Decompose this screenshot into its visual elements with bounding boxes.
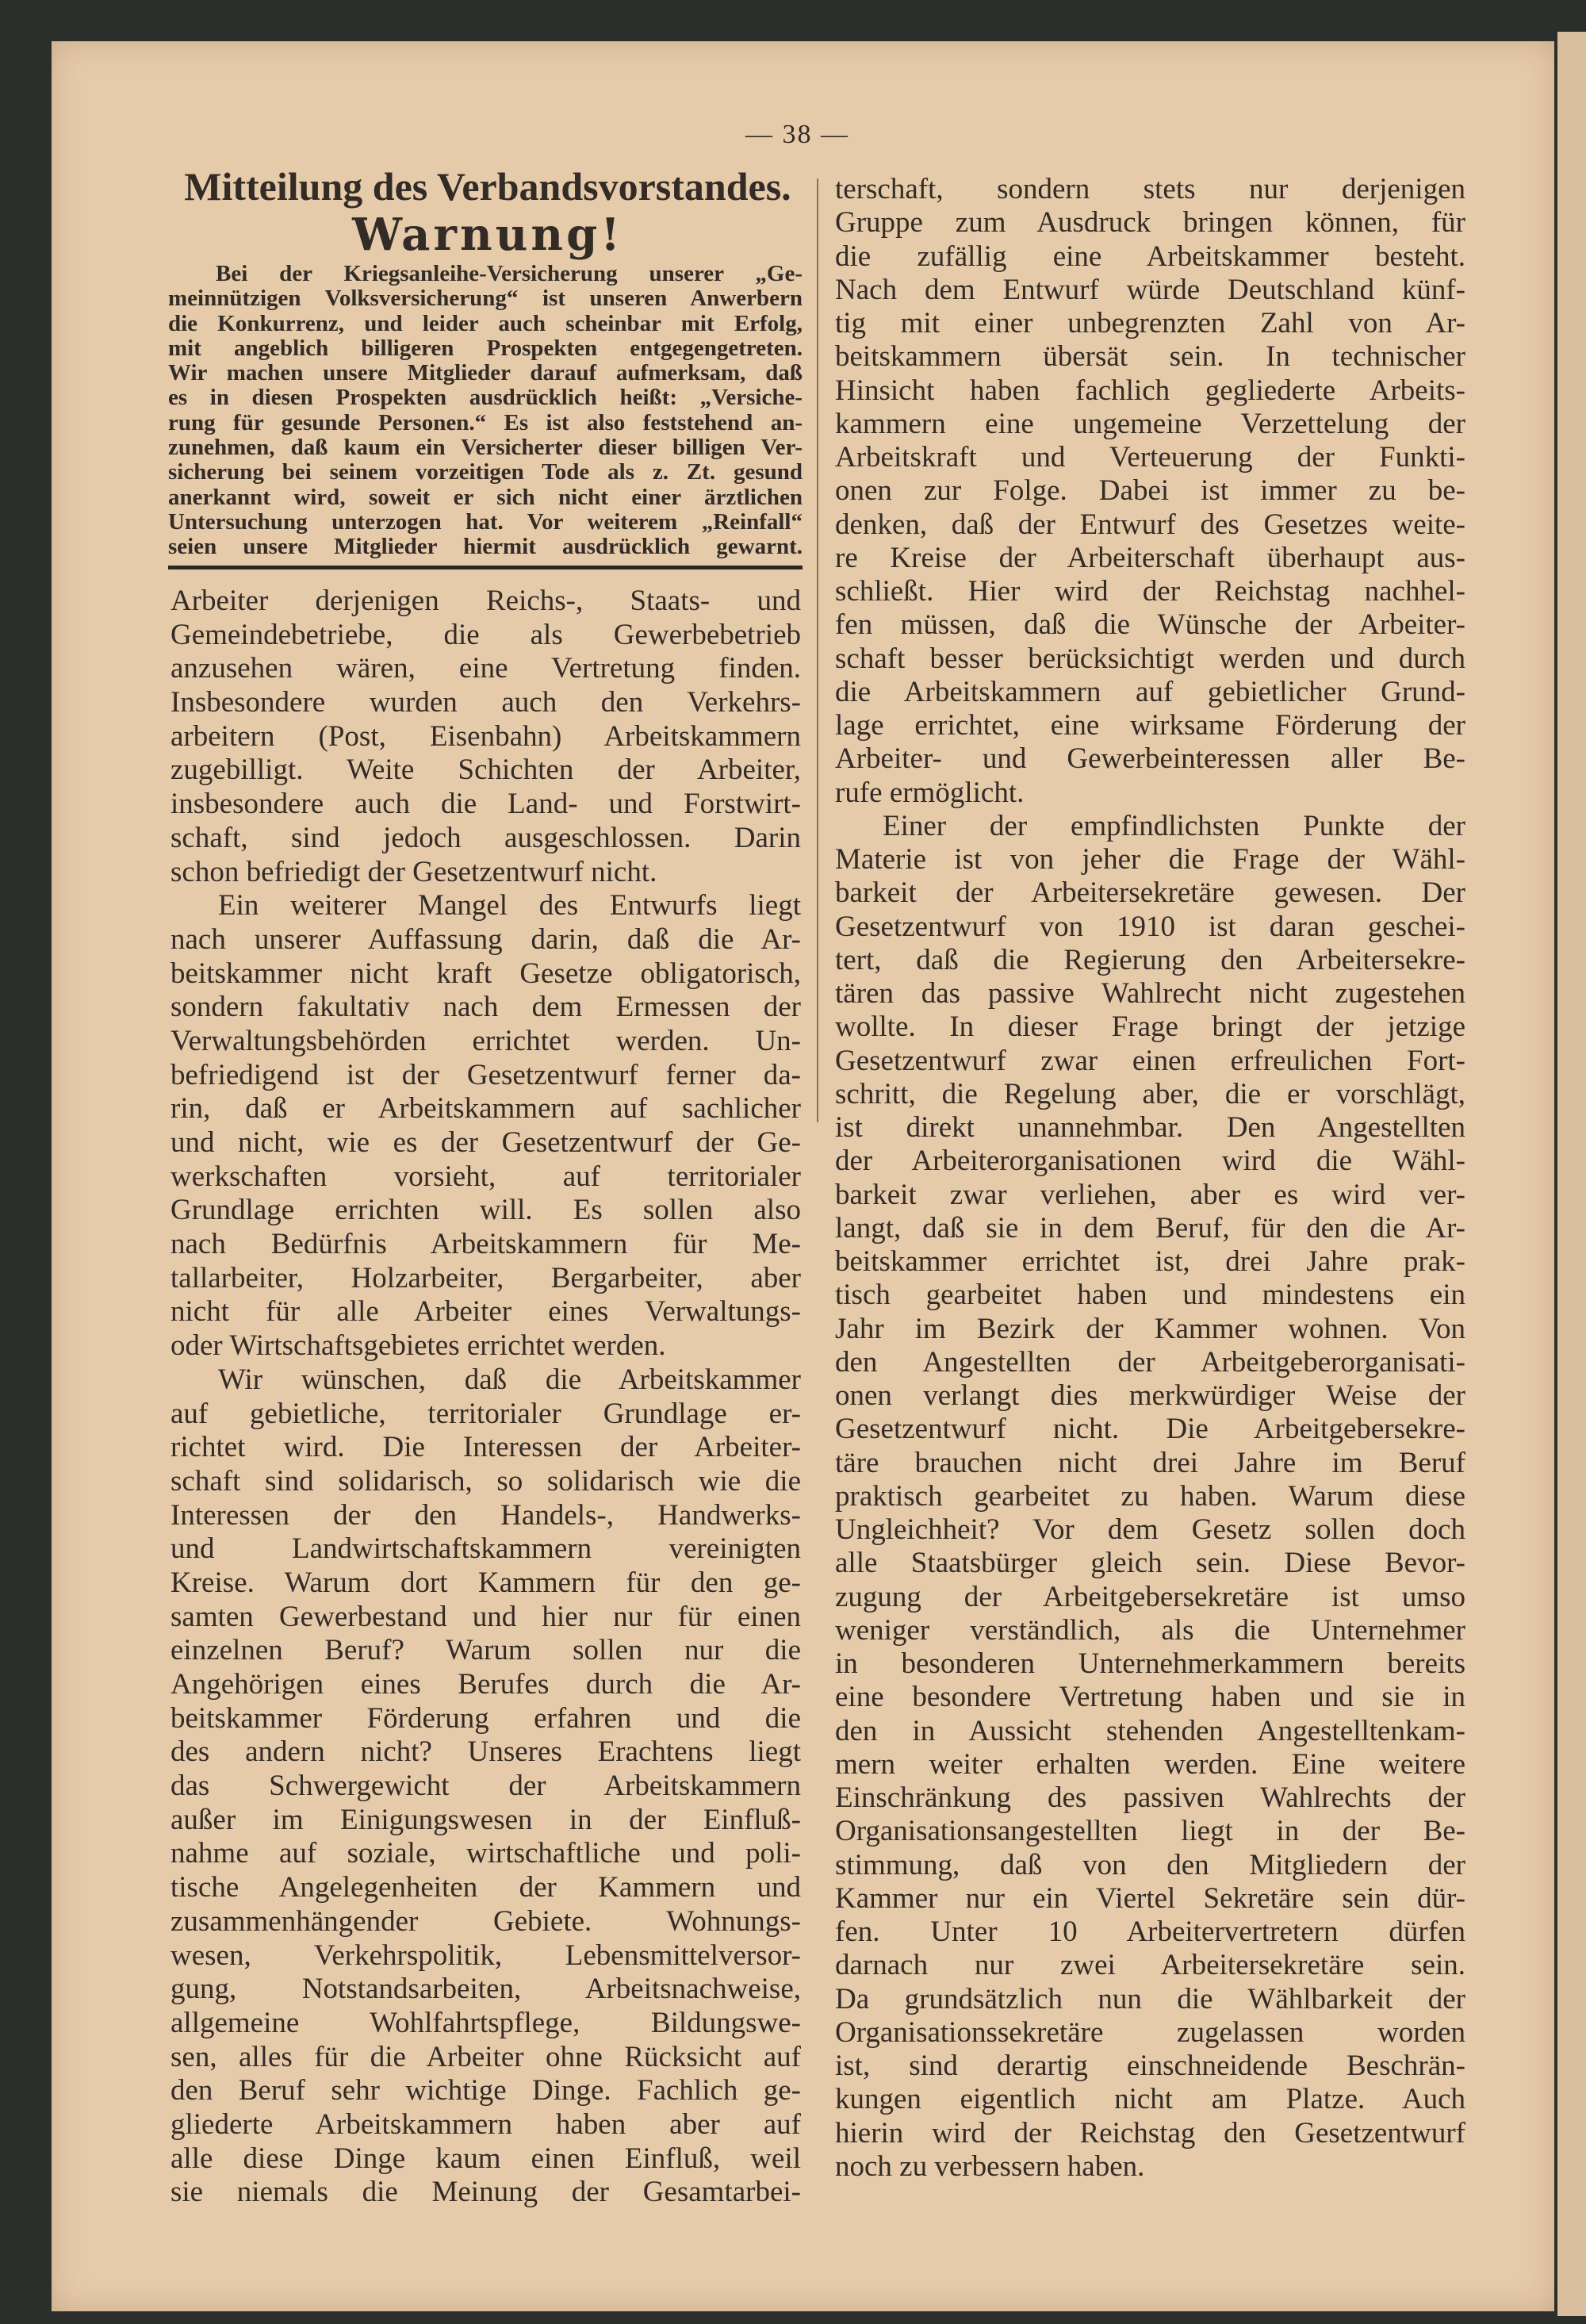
- text-line: Kreise. Warum dort Kammern für den ge-: [170, 1566, 801, 1599]
- text-line: langt, daß sie in dem Beruf, für den die Ar-: [835, 1211, 1465, 1244]
- text-line: kammern eine ungemeine Verzettelung der: [835, 407, 1465, 440]
- text-line: Organisationsangestellten liegt in der Be-: [835, 1815, 1465, 1848]
- text-line: Einer der empfindlichsten Punkte der: [883, 809, 1465, 842]
- text-line: nach unserer Auffassung darin, daß die Ar-: [170, 922, 801, 956]
- text-line: beitskammer nicht kraft Gesetze obligatorisch,: [170, 957, 801, 990]
- text-line: die Konkurrenz, und leider auch scheinbar mit Erfolg,: [168, 310, 803, 336]
- text-line: zugebilligt. Weite Schichten der Arbeiter,: [170, 754, 801, 787]
- text-line: stimmung, daß von den Mitgliedern der: [835, 1848, 1465, 1881]
- text-line: tisch gearbeitet haben und mindestens ein: [835, 1279, 1465, 1312]
- text-line: ist, sind derartig einschneidende Beschrän-: [835, 2050, 1465, 2082]
- next-page-edge: [1557, 32, 1586, 2316]
- text-line: anerkannt wird, soweit er sich nicht einer ärztlichen: [168, 484, 803, 510]
- text-line: barkeit der Arbeitersekretäre gewesen. Der: [835, 876, 1465, 910]
- text-line: Bei der Kriegsanleihe-Versicherung unserer „Ge-: [216, 261, 803, 286]
- text-line: beitskammer Förderung erfahren und die: [170, 1701, 801, 1735]
- text-line: Organisationssekretäre zugelassen worden: [835, 2015, 1465, 2049]
- text-line: hierin wird der Reichstag den Gesetzentwurf: [835, 2116, 1465, 2150]
- text-line: Gruppe zum Ausdruck bringen können, für: [835, 206, 1465, 240]
- text-line: insbesondere auch die Land- und Forstwirt-: [170, 788, 801, 821]
- text-line: darnach nur zwei Arbeitersekretäre sein.: [835, 1949, 1465, 1982]
- text-line: arbeitern (Post, Eisenbahn) Arbeitskammern: [170, 719, 801, 753]
- text-line: alle diese Dinge kaum einen Einfluß, weil: [170, 2142, 801, 2175]
- text-line: Nach dem Entwurf würde Deutschland künf-: [835, 273, 1465, 306]
- text-line: zugung der Arbeitgebersekretäre ist umso: [835, 1580, 1465, 1613]
- right-column: [835, 173, 1465, 2184]
- text-line: Kammer nur ein Viertel Sekretäre sein dür-: [835, 1881, 1465, 1915]
- text-line: beitskammer errichtet ist, drei Jahre prak-: [835, 1245, 1465, 1278]
- text-line: die zufällig eine Arbeitskammer besteht.: [835, 240, 1465, 273]
- text-line: rin, daß er Arbeitskammern auf sachlicher: [170, 1092, 801, 1126]
- text-line: schließt. Hier wird der Reichstag nachhel-: [835, 575, 1465, 608]
- text-line: schaft besser berücksichtigt werden und durch: [835, 642, 1465, 675]
- text-line: zunehmen, daß kaum ein Versicherter dieser billigen Ver-: [168, 435, 803, 461]
- notice-title: Warnung!: [352, 209, 623, 261]
- text-line: Materie ist von jeher die Frage der Wähl-: [835, 843, 1465, 876]
- text-line: weniger verständlich, als die Unternehmer: [835, 1613, 1465, 1647]
- text-line: den Beruf sehr wichtige Dinge. Fachlich ge-: [170, 2074, 801, 2107]
- text-line: Insbesondere wurden auch den Verkehrs-: [170, 686, 801, 719]
- notice-body: [168, 262, 803, 560]
- text-line: täre brauchen nicht drei Jahre im Beruf: [835, 1446, 1465, 1479]
- text-line: auf gebietliche, territorialer Grundlage er-: [170, 1397, 801, 1430]
- text-line: tert, daß die Regierung den Arbeitersekre-: [835, 943, 1465, 976]
- text-line: Da grundsätzlich nun die Wählbarkeit der: [835, 1982, 1465, 2015]
- left-column: [170, 585, 801, 2210]
- text-line: den Angestellten der Arbeitgeberorganisati-: [835, 1345, 1465, 1379]
- text-line: lage errichtet, eine wirksame Förderung der: [835, 709, 1465, 742]
- text-line: meinnützigen Volksversicherung“ ist unseren Anwerbern: [168, 286, 803, 312]
- text-line: terschaft, sondern stets nur derjenigen: [835, 173, 1465, 205]
- text-line: barkeit zwar verliehen, aber es wird ver-: [835, 1178, 1465, 1211]
- text-line: nach Bedürfnis Arbeitskammern für Me-: [170, 1228, 801, 1261]
- text-line: Arbeiter- und Gewerbeinteressen aller Be-: [835, 742, 1465, 776]
- text-line: schaft, sind jedoch ausgeschlossen. Darin: [170, 821, 801, 854]
- text-line: zusammenhängender Gebiete. Wohnungs-: [170, 1904, 801, 1938]
- text-line: die Arbeitskammern auf gebietlicher Grund-: [835, 675, 1465, 708]
- text-line: Hinsicht haben fachlich gegliederte Arbeits-: [835, 374, 1465, 407]
- text-line: denken, daß der Entwurf des Gesetzes weite-: [835, 508, 1465, 541]
- text-line: nicht für alle Arbeiter eines Verwaltungs-: [170, 1295, 801, 1329]
- text-line: Jahr im Bezirk der Kammer wohnen. Von: [835, 1312, 1465, 1345]
- text-line: werkschaften vorsieht, auf territorialer: [170, 1160, 801, 1193]
- text-line: beitskammern übersät sein. In technischer: [835, 340, 1465, 374]
- text-line: sondern fakultativ nach dem Ermessen der: [170, 991, 801, 1024]
- text-line: sie niemals die Meinung der Gesamtarbei-: [170, 2176, 801, 2209]
- text-line: re Kreise der Arbeiterschaft überhaupt aus-: [835, 541, 1465, 574]
- text-line: den in Aussicht stehenden Angestelltenkam-: [835, 1714, 1465, 1747]
- text-line: anzusehen wären, eine Vertretung finden.: [170, 652, 801, 685]
- text-line: nahme auf soziale, wirtschaftliche und poli-: [170, 1837, 801, 1870]
- text-line: Interessen der den Handels-, Handwerks-: [170, 1498, 801, 1532]
- text-line: wesen, Verkehrspolitik, Lebensmittelversor-: [170, 1939, 801, 1972]
- text-line: sen, alles für die Arbeiter ohne Rücksicht auf: [170, 2040, 801, 2073]
- text-line: gliederte Arbeitskammern haben aber auf: [170, 2107, 801, 2141]
- text-line: und Landwirtschaftskammern vereinigten: [170, 1532, 801, 1566]
- text-line: einzelnen Beruf? Warum sollen nur die: [170, 1634, 801, 1667]
- text-line: Gesetzentwurf von 1910 ist daran geschei-: [835, 910, 1465, 943]
- column-separator: [817, 178, 818, 1122]
- text-line: schritt, die Regelung aber, die er vorschlägt,: [835, 1077, 1465, 1110]
- text-line: onen verlangt dies merkwürdiger Weise der: [835, 1379, 1465, 1412]
- text-line: tig mit einer unbegrenzten Zahl von Ar-: [835, 307, 1465, 339]
- text-line: Grundlage errichten will. Es sollen also: [170, 1194, 801, 1227]
- text-line: mern weiter erhalten werden. Eine weitere: [835, 1747, 1465, 1781]
- text-line: kungen eigentlich nicht am Platze. Auch: [835, 2083, 1465, 2116]
- text-line: Verwaltungsbehörden errichtet werden. Un-: [170, 1024, 801, 1057]
- text-line: Ungleichheit? Vor dem Gesetz sollen doch: [835, 1513, 1465, 1546]
- text-line: rufe ermöglicht.: [835, 776, 1025, 809]
- text-line: tären das passive Wahlrecht nicht zugestehen: [835, 977, 1465, 1010]
- text-line: befriedigend ist der Gesetzentwurf ferner da-: [170, 1058, 801, 1091]
- text-line: der Arbeiterorganisationen wird die Wähl-: [835, 1145, 1465, 1178]
- text-line: das Schwergewicht der Arbeitskammern: [170, 1770, 801, 1803]
- text-line: samten Gewerbestand und hier nur für einen: [170, 1600, 801, 1633]
- text-line: oder Wirtschaftsgebietes errichtet werden.: [170, 1329, 666, 1363]
- text-line: wollte. In dieser Frage bringt der jetzige: [835, 1011, 1465, 1044]
- text-line: Ein weiterer Mangel des Entwurfs liegt: [218, 889, 801, 922]
- text-line: Einschränkung des passiven Wahlrechts der: [835, 1781, 1465, 1814]
- text-line: mit angeblich billigeren Prospekten entgegengetreten.: [168, 335, 803, 361]
- text-line: richtet wird. Die Interessen der Arbeiter-: [170, 1431, 801, 1464]
- notice-heading: Mitteilung des Verbandsvorstandes.: [184, 164, 791, 209]
- text-line: tallarbeiter, Holzarbeiter, Bergarbeiter, aber: [170, 1261, 801, 1294]
- text-line: onen zur Folge. Dabei ist immer zu be-: [835, 474, 1465, 508]
- text-line: es in diesen Prospekten ausdrücklich heißt: „Versiche-: [168, 385, 803, 411]
- text-line: alle Staatsbürger gleich sein. Diese Bevor-: [835, 1547, 1465, 1580]
- text-line: allgemeine Wohlfahrtspflege, Bildungswe-: [170, 2006, 801, 2039]
- text-line: und nicht, wie es der Gesetzentwurf der Ge-: [170, 1126, 801, 1159]
- text-line: tische Angelegenheiten der Kammern und: [170, 1871, 801, 1904]
- text-line: Untersuchung unterzogen hat. Vor weiterem „Reinfall“: [168, 508, 803, 535]
- text-line: rung für gesunde Personen.“ Es ist also feststehend an-: [168, 409, 803, 435]
- text-line: Arbeiter derjenigen Reichs-, Staats- und: [170, 585, 801, 617]
- text-line: des andern nicht? Unseres Erachtens liegt: [170, 1735, 801, 1769]
- text-line: seien unsere Mitglieder hiermit ausdrücklich gewarnt.: [168, 534, 803, 560]
- text-line: Angehörigen eines Berufes durch die Ar-: [170, 1668, 801, 1701]
- text-line: noch zu verbessern haben.: [835, 2150, 1145, 2183]
- text-line: sicherung bei seinem vorzeitigen Tode als z. Zt. gesund: [168, 459, 803, 485]
- text-line: Gesetzentwurf zwar einen erfreulichen Fort-: [835, 1044, 1465, 1077]
- text-line: gung, Notstandsarbeiten, Arbeitsnachweise,: [170, 1973, 801, 2006]
- text-line: Wir machen unsere Mitglieder darauf aufmerksam, daß: [168, 360, 803, 386]
- text-line: fen müssen, daß die Wünsche der Arbeiter-: [835, 608, 1465, 642]
- page-number: — 38 —: [745, 120, 849, 149]
- text-line: Arbeitskraft und Verteuerung der Funkti-: [835, 441, 1465, 474]
- text-line: schon befriedigt der Gesetzentwurf nicht.: [170, 855, 657, 888]
- text-line: ist direkt unannehmbar. Den Angestellten: [835, 1111, 1465, 1144]
- section-divider: [168, 566, 803, 569]
- text-line: eine besondere Vertretung haben und sie in: [835, 1681, 1465, 1714]
- text-line: Gemeindebetriebe, die als Gewerbebetrieb: [170, 618, 801, 651]
- text-line: in besonderen Unternehmerkammern bereits: [835, 1647, 1465, 1680]
- text-line: außer im Einigungswesen in der Einfluß-: [170, 1803, 801, 1836]
- text-line: Wir wünschen, daß die Arbeitskammer: [218, 1363, 801, 1396]
- text-line: fen. Unter 10 Arbeitervertretern dürfen: [835, 1916, 1465, 1948]
- text-line: schaft sind solidarisch, so solidarisch wie die: [170, 1464, 801, 1498]
- text-line: Gesetzentwurf nicht. Die Arbeitgebersekre-: [835, 1413, 1465, 1446]
- text-line: praktisch gearbeitet zu haben. Warum diese: [835, 1479, 1465, 1513]
